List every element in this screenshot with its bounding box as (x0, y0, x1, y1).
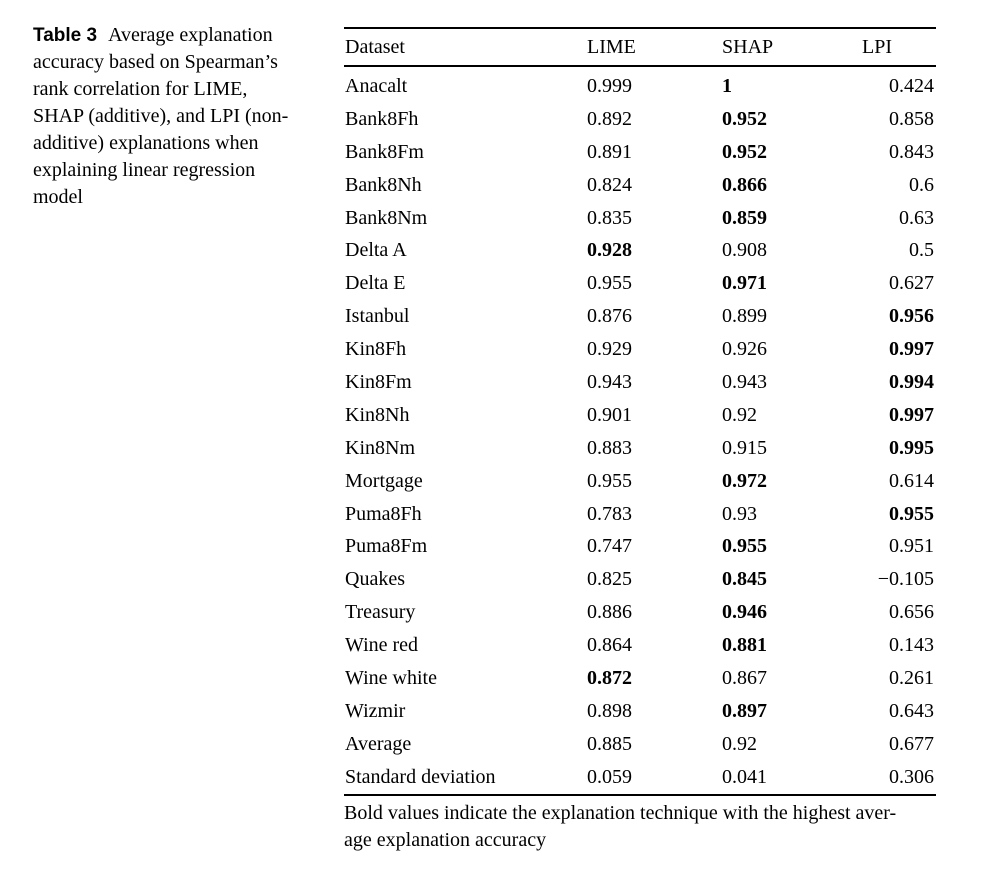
table-row (344, 596, 936, 629)
cell-dataset: Delta E (345, 272, 406, 295)
cell-shap: 0.041 (722, 765, 767, 788)
table-row (344, 399, 936, 432)
cell-shap: 0.943 (722, 370, 767, 393)
cell-dataset: Mortgage (345, 469, 423, 492)
cell-lpi: 0.63 (899, 206, 934, 229)
table-row (344, 563, 936, 596)
cell-dataset: Treasury (345, 601, 416, 624)
cell-dataset: Kin8Nm (345, 436, 415, 459)
cell-lpi: 0.143 (889, 634, 934, 657)
cell-lime: 0.872 (587, 666, 632, 689)
cell-lpi: 0.951 (889, 535, 934, 558)
results-table-container (344, 27, 936, 796)
cell-lime: 0.864 (587, 634, 632, 657)
table-row (344, 629, 936, 662)
cell-lpi: 0.997 (889, 403, 934, 426)
cell-dataset: Bank8Fh (345, 107, 419, 130)
cell-lime: 0.876 (587, 305, 632, 328)
cell-lpi: 0.424 (889, 74, 934, 97)
cell-dataset: Istanbul (345, 305, 410, 328)
column-header-shap: SHAP (722, 35, 774, 58)
cell-shap: 0.899 (722, 305, 767, 328)
cell-lpi: 0.614 (889, 469, 934, 492)
cell-shap: 0.952 (722, 107, 767, 130)
caption-line: explaining linear regression (33, 159, 256, 181)
table-caption (33, 22, 333, 211)
table-row (344, 234, 936, 267)
cell-lime: 0.928 (587, 239, 632, 262)
cell-lpi: 0.994 (889, 370, 934, 393)
cell-lime: 0.892 (587, 107, 632, 130)
table-row (344, 366, 936, 399)
cell-dataset: Standard deviation (345, 765, 496, 788)
cell-lpi: 0.677 (889, 732, 934, 755)
cell-lpi: 0.656 (889, 601, 934, 624)
table-row (344, 728, 936, 761)
cell-dataset: Kin8Nh (345, 403, 410, 426)
cell-shap: 0.859 (722, 206, 767, 229)
results-table (344, 27, 936, 796)
cell-shap: 0.926 (722, 338, 767, 361)
table-row (344, 103, 936, 136)
cell-lpi: 0.6 (909, 173, 934, 196)
cell-dataset: Wizmir (345, 699, 406, 722)
cell-dataset: Wine white (345, 666, 437, 689)
caption-line: accuracy based on Spearman’s (33, 51, 278, 73)
cell-lpi: 0.5 (909, 239, 934, 262)
cell-shap: 0.92 (722, 403, 757, 426)
cell-lime: 0.825 (587, 568, 632, 591)
cell-lpi: −0.105 (877, 568, 934, 591)
table-row (344, 695, 936, 728)
caption-line: rank correlation for LIME, (33, 78, 248, 100)
cell-lime: 0.886 (587, 601, 632, 624)
cell-lime: 0.835 (587, 206, 632, 229)
cell-lime: 0.747 (587, 535, 632, 558)
caption-label: Table 3 (33, 25, 98, 46)
cell-lpi: 0.995 (889, 436, 934, 459)
caption-line (33, 22, 333, 49)
cell-shap: 0.881 (722, 634, 767, 657)
table-row (344, 333, 936, 366)
cell-lpi: 0.261 (889, 666, 934, 689)
cell-lime: 0.891 (587, 140, 632, 163)
table-row (344, 465, 936, 498)
cell-shap: 0.952 (722, 140, 767, 163)
cell-shap: 0.971 (722, 272, 767, 295)
cell-lime: 0.999 (587, 74, 632, 97)
column-header-dataset: Dataset (345, 35, 405, 58)
cell-shap: 0.93 (722, 502, 757, 525)
table-row (344, 662, 936, 695)
cell-lime: 0.943 (587, 370, 632, 393)
cell-lime: 0.883 (587, 436, 632, 459)
cell-lpi: 0.997 (889, 338, 934, 361)
table-row (344, 761, 936, 795)
table-footnote (344, 800, 944, 854)
caption-line: SHAP (additive), and LPI (non- (33, 105, 289, 127)
table-row (344, 136, 936, 169)
table-header (344, 28, 936, 66)
cell-lpi: 0.956 (889, 305, 934, 328)
table-row (344, 169, 936, 202)
table-row (344, 530, 936, 563)
cell-dataset: Bank8Fm (345, 140, 424, 163)
cell-lpi: 0.843 (889, 140, 934, 163)
cell-lpi: 0.306 (889, 765, 934, 788)
header-row (344, 28, 936, 66)
cell-shap: 0.897 (722, 699, 767, 722)
caption-line: additive) explanations when (33, 132, 259, 154)
cell-lime: 0.929 (587, 338, 632, 361)
table-row (344, 202, 936, 235)
footnote-line: Bold values indicate the explanation technique with the highest aver- (344, 802, 897, 824)
cell-dataset: Average (345, 732, 412, 755)
cell-dataset: Puma8Fh (345, 502, 422, 525)
column-header-lime: LIME (587, 35, 636, 58)
table-row (344, 432, 936, 465)
cell-dataset: Kin8Fm (345, 370, 412, 393)
cell-shap: 0.845 (722, 568, 767, 591)
cell-lime: 0.059 (587, 765, 632, 788)
cell-lime: 0.824 (587, 173, 632, 196)
caption-line: model (33, 186, 83, 208)
cell-dataset: Delta A (345, 239, 407, 262)
table-row (344, 66, 936, 103)
cell-dataset: Quakes (345, 568, 405, 591)
cell-shap: 1 (722, 74, 732, 97)
table-row (344, 300, 936, 333)
cell-shap: 0.955 (722, 535, 767, 558)
cell-lpi: 0.627 (889, 272, 934, 295)
table-row (344, 267, 936, 300)
caption-text: Average explanation (108, 24, 273, 46)
cell-lpi: 0.955 (889, 502, 934, 525)
column-header-lpi: LPI (862, 35, 892, 58)
cell-lime: 0.901 (587, 403, 632, 426)
cell-lime: 0.885 (587, 732, 632, 755)
cell-lime: 0.783 (587, 502, 632, 525)
cell-shap: 0.915 (722, 436, 767, 459)
cell-dataset: Kin8Fh (345, 338, 407, 361)
cell-shap: 0.867 (722, 666, 767, 689)
cell-shap: 0.972 (722, 469, 767, 492)
cell-dataset: Wine red (345, 634, 419, 657)
cell-dataset: Bank8Nm (345, 206, 428, 229)
table-body (344, 66, 936, 795)
cell-lime: 0.955 (587, 469, 632, 492)
cell-lime: 0.955 (587, 272, 632, 295)
cell-lpi: 0.858 (889, 107, 934, 130)
cell-shap: 0.92 (722, 732, 757, 755)
table-row (344, 498, 936, 531)
cell-lime: 0.898 (587, 699, 632, 722)
cell-shap: 0.908 (722, 239, 767, 262)
cell-lpi: 0.643 (889, 699, 934, 722)
footnote-line: age explanation accuracy (344, 829, 547, 851)
cell-dataset: Anacalt (345, 74, 408, 97)
cell-shap: 0.866 (722, 173, 767, 196)
cell-dataset: Bank8Nh (345, 173, 422, 196)
cell-shap: 0.946 (722, 601, 767, 624)
cell-dataset: Puma8Fm (345, 535, 428, 558)
